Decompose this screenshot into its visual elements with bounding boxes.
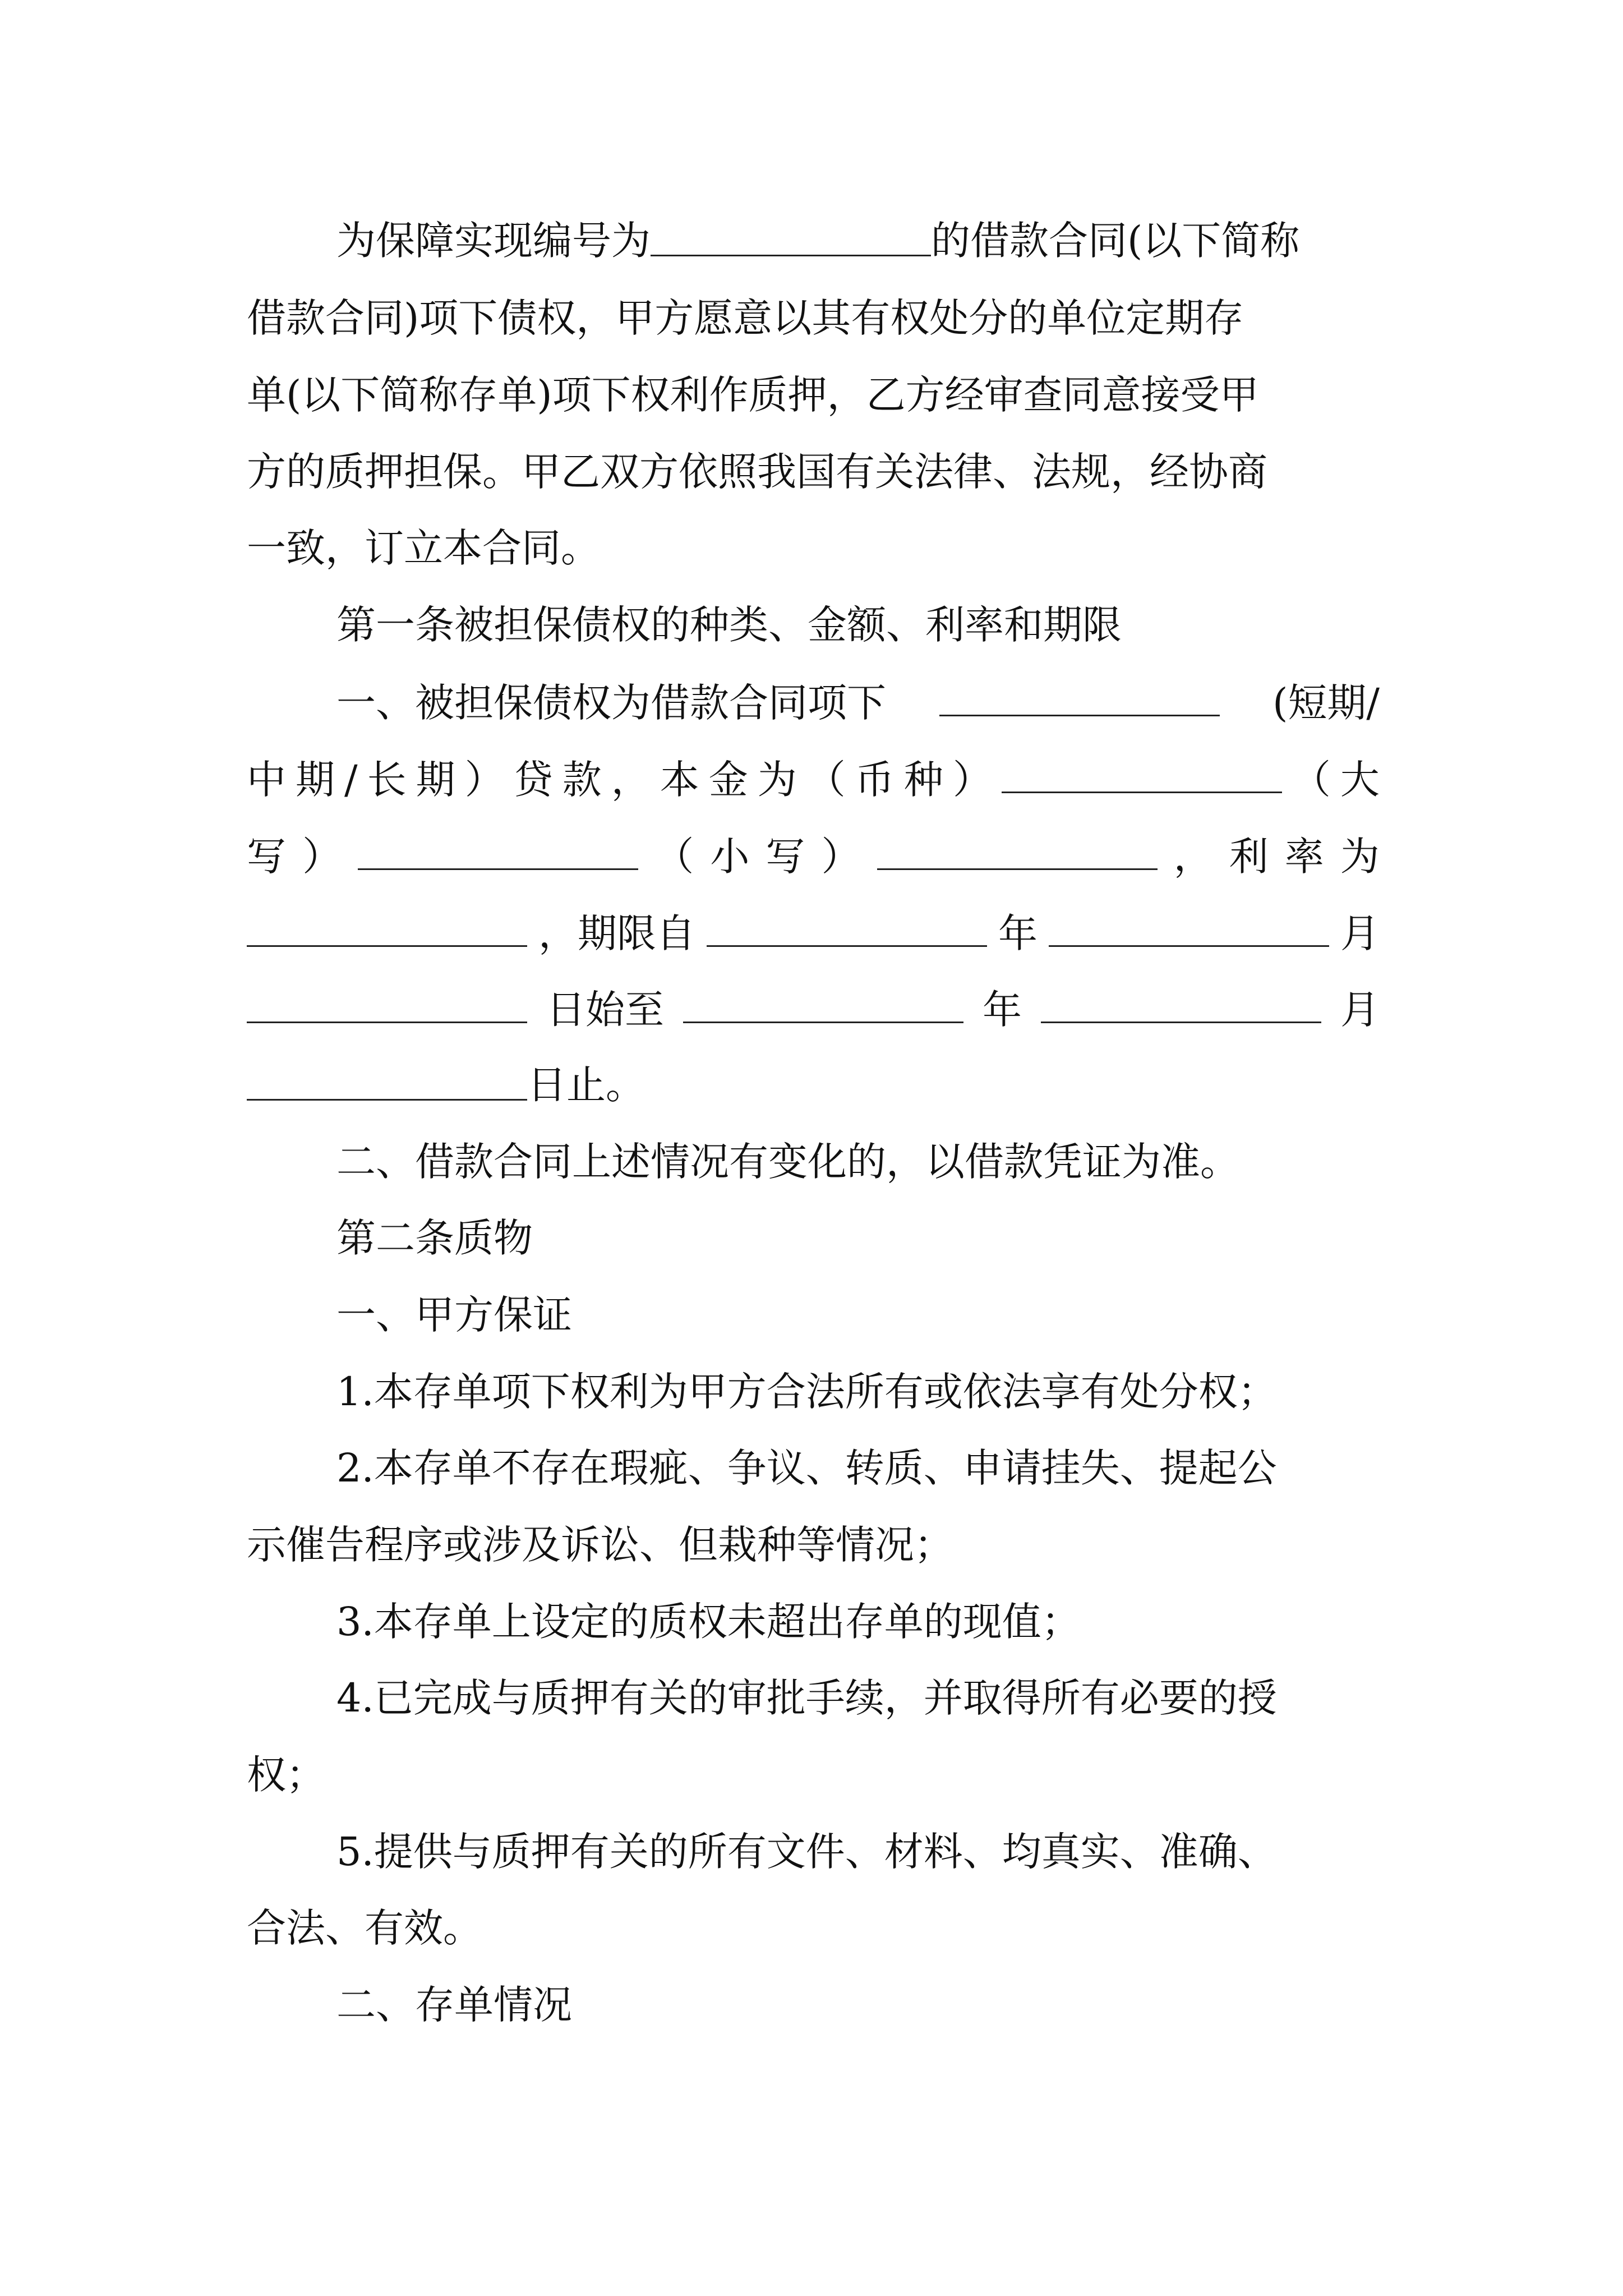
char: 大 [1340, 756, 1380, 803]
clause-text: 一、被担保债权为借款合同项下 [336, 679, 886, 726]
clause-text: ，期限自 [538, 910, 695, 956]
char: 贷 [513, 756, 553, 803]
clause-text: 年 [998, 910, 1038, 956]
intro-line-1 [336, 217, 1380, 266]
clause-text: 年 [983, 986, 1022, 1033]
char: 本 [660, 756, 699, 803]
char: ） [821, 833, 861, 880]
article-1-clause-1-line-2 [247, 754, 1380, 804]
loan-type-blank [939, 677, 1220, 716]
char: 为 [757, 756, 797, 803]
article-2-item-3: 3.本存单上设定的质权未超出存单的现值； [336, 1599, 1081, 1645]
article-1-clause-1-line-4 [247, 908, 1380, 958]
char: 小 [710, 833, 750, 880]
article-2-item-4-line-1: 4.已完成与质押有关的审批手续，并取得所有必要的授 [336, 1675, 1277, 1721]
char: 利 [1229, 833, 1269, 880]
char: 写 [247, 833, 286, 880]
intro-line-3: 单(以下简称存单)项下权利作质押，乙方经审查同意接受甲 [247, 372, 1259, 418]
char: 期 [296, 756, 335, 803]
char: 为 [1340, 833, 1380, 880]
clause-text: 日止。 [527, 1062, 645, 1108]
article-2-section-1: 一、甲方保证 [336, 1292, 572, 1338]
char: 率 [1284, 833, 1324, 880]
article-2-title: 第二条质物 [336, 1215, 533, 1261]
char: （ [806, 756, 846, 803]
char: ， [611, 756, 651, 803]
article-2-item-5-line-2: 合法、有效。 [247, 1905, 482, 1951]
article-1-clause-1-line-1 [336, 677, 1380, 728]
char: 种 [903, 756, 943, 803]
start-year-blank [707, 908, 987, 947]
article-1-title: 第一条被担保债权的种类、金额、利率和期限 [336, 602, 1122, 648]
char: ） [302, 833, 342, 880]
intro-line-2: 借款合同)项下债权，甲方愿意以其有权处分的单位定期存 [247, 295, 1244, 341]
char: 款 [562, 756, 602, 803]
clause-text: 月 [1340, 910, 1380, 956]
char: （ [1291, 756, 1331, 803]
end-month-blank [1041, 984, 1321, 1023]
article-2-item-2-line-1: 2.本存单不存在瑕疵、争议、转质、申请挂失、提起公 [336, 1445, 1277, 1491]
end-day-blank [247, 1061, 527, 1101]
article-2-item-1: 1.本存单项下权利为甲方合法所有或依法享有处分权； [336, 1369, 1277, 1415]
start-month-blank [1049, 908, 1329, 947]
end-year-blank [683, 984, 963, 1023]
intro-text: 为保障实现编号为 [336, 218, 651, 264]
char: ， [1173, 833, 1213, 880]
char: 写 [766, 833, 805, 880]
intro-line-4: 方的质押担保。甲乙双方依照我国有关法律、法规，经协商 [247, 449, 1267, 495]
article-1-clause-2: 二、借款合同上述情况有变化的，以借款凭证为准。 [336, 1139, 1239, 1185]
char: 中 [247, 756, 286, 803]
article-2-section-2: 二、存单情况 [336, 1982, 572, 2028]
char: （ [654, 833, 694, 880]
article-1-clause-1-line-5 [247, 984, 1380, 1034]
amount-uppercase-blank [358, 831, 638, 870]
article-2-item-2-line-2: 示催告程序或涉及诉讼、但栽种等情况； [247, 1522, 953, 1568]
interest-rate-blank [247, 908, 527, 947]
char: ） [464, 756, 504, 803]
char: ） [952, 756, 992, 803]
char: 金 [708, 756, 748, 803]
currency-blank [1002, 754, 1282, 793]
char: / [344, 756, 358, 803]
intro-text: 的借款合同(以下简称 [931, 218, 1300, 264]
clause-text: 月 [1340, 986, 1380, 1033]
char: 期 [416, 756, 455, 803]
clause-text: (短期/ [1272, 679, 1380, 726]
amount-lowercase-blank [877, 831, 1158, 870]
article-1-clause-1-line-3 [247, 831, 1380, 881]
char: 币 [855, 756, 895, 803]
char: 长 [367, 756, 407, 803]
article-1-clause-1-line-6 [247, 1061, 1380, 1110]
clause-text: 日始至 [546, 986, 664, 1033]
contract-number-blank [651, 217, 931, 256]
start-day-blank [247, 984, 527, 1023]
article-2-item-4-line-2: 权； [247, 1752, 325, 1798]
intro-line-5: 一致，订立本合同。 [247, 525, 600, 571]
article-2-item-5-line-1: 5.提供与质押有关的所有文件、材料、均真实、准确、 [336, 1829, 1277, 1875]
